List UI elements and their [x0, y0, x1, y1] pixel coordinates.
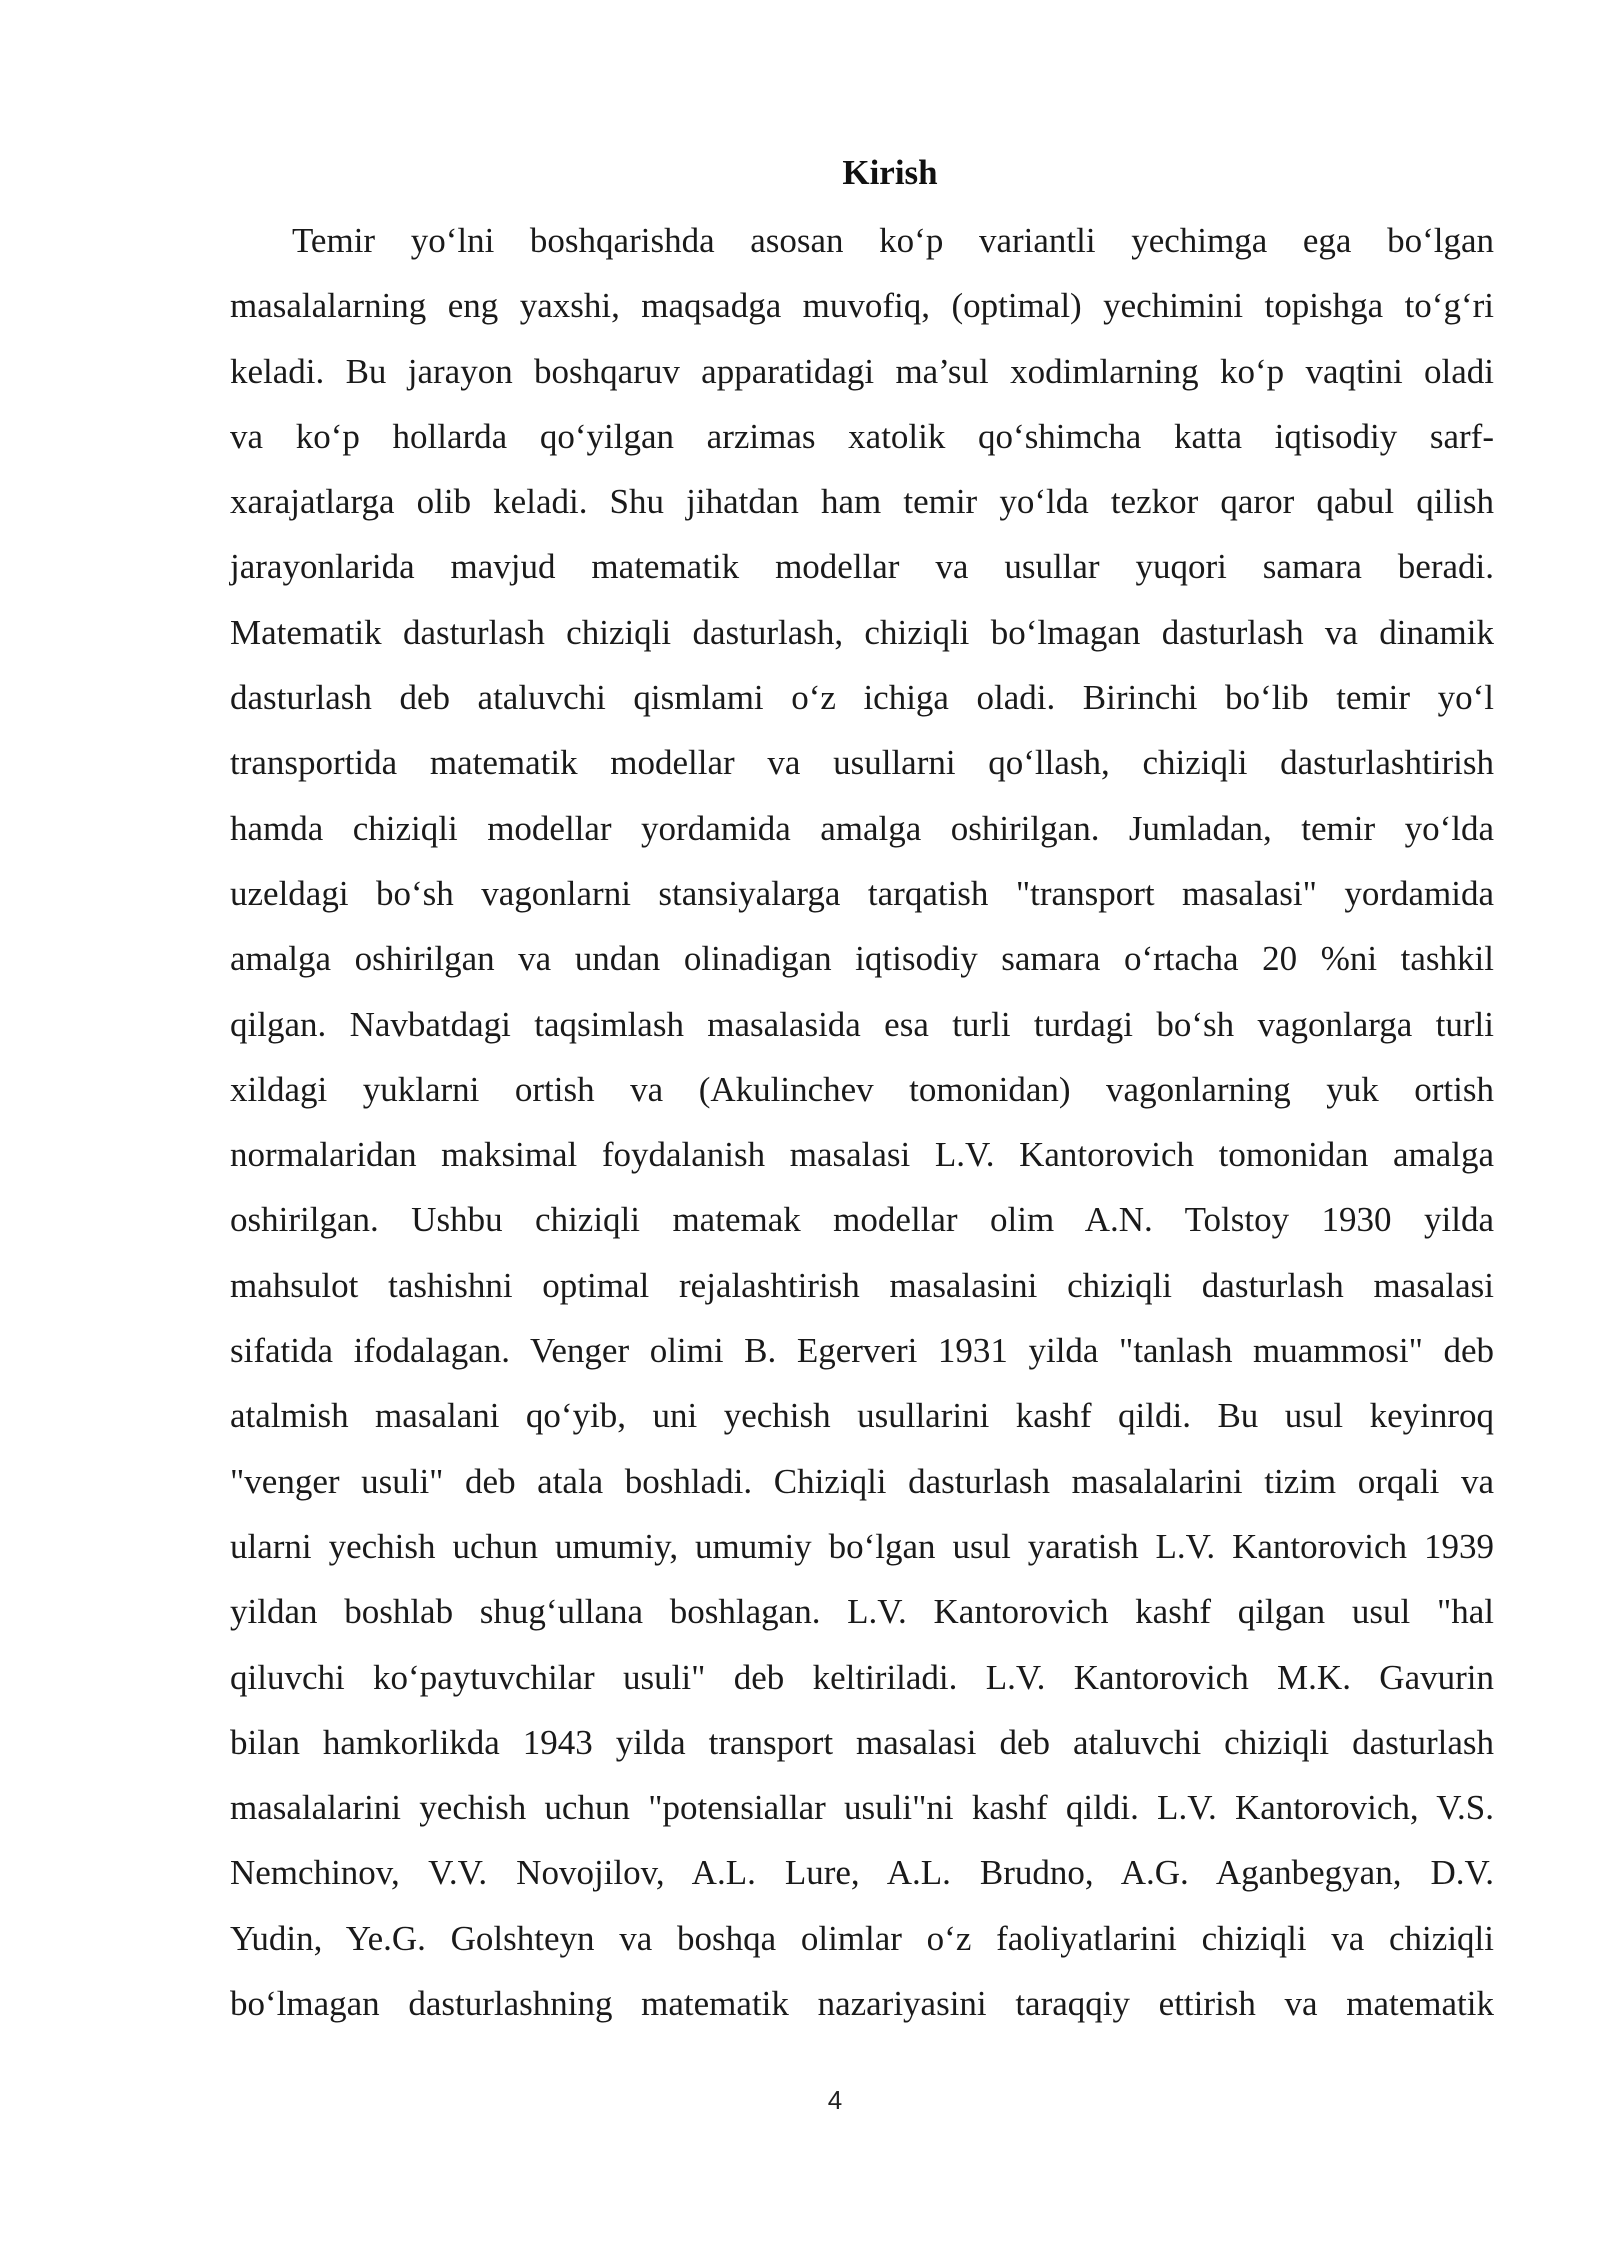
text-line: Matematik dasturlash chiziqli dasturlash, chiziqli bo‘lmagan dasturlash va dinamik: [230, 612, 1494, 652]
section-heading: Kirish: [842, 153, 938, 192]
text-line: mahsulot tashishni optimal rejalashtirish masalasini chiziqli dasturlash masalasi: [230, 1265, 1494, 1305]
text-line: bo‘lmagan dasturlashning matematik nazariyasini taraqqiy ettirish va matematik: [230, 1984, 1494, 2024]
text-line: xildagi yuklarni ortish va (Akulinchev tomonidan) vagonlarning yuk ortish: [230, 1069, 1494, 1109]
body-paragraph: [230, 208, 1494, 2036]
text-line: amalga oshirilgan va undan olinadigan iqtisodiy samara o‘rtacha 20 %ni tashkil: [230, 939, 1494, 979]
text-line: masalalarini yechish uchun "potensiallar usuli"ni kashf qildi. L.V. Kantorovich, V.S.: [230, 1788, 1494, 1828]
text-line: bilan hamkorlikda 1943 yilda transport masalasi deb ataluvchi chiziqli dasturlash: [230, 1722, 1494, 1762]
text-line: Nemchinov, V.V. Novojilov, A.L. Lure, A.L. Brudno, A.G. Aganbegyan, D.V.: [230, 1853, 1494, 1893]
text-line: masalalarning eng yaxshi, maqsadga muvofiq, (optimal) yechimini topishga to‘g‘ri: [230, 286, 1494, 326]
text-line: Temir yo‘lni boshqarishda asosan ko‘p variantli yechimga ega bo‘lgan: [292, 221, 1494, 260]
text-line: dasturlash deb ataluvchi qismlami o‘z ichiga oladi. Birinchi bo‘lib temir yo‘l: [230, 678, 1494, 718]
text-line: jarayonlarida mavjud matematik modellar va usullar yuqori samara beradi.: [230, 547, 1494, 587]
text-line: hamda chiziqli modellar yordamida amalga oshirilgan. Jumladan, temir yo‘lda: [230, 808, 1494, 848]
text-line: Yudin, Ye.G. Golshteyn va boshqa olimlar o‘z faoliyatlarini chiziqli va chiziqli: [230, 1918, 1494, 1958]
text-line: "venger usuli" deb atala boshladi. Chiziqli dasturlash masalalarini tizim orqali va: [230, 1461, 1494, 1501]
text-line: transportida matematik modellar va usullarni qo‘llash, chiziqli dasturlashtirish: [230, 743, 1494, 783]
text-line: keladi. Bu jarayon boshqaruv apparatidagi ma’sul xodimlarning ko‘p vaqtini oladi: [230, 351, 1494, 391]
text-line: va ko‘p hollarda qo‘yilgan arzimas xatolik qo‘shimcha katta iqtisodiy sarf-: [230, 416, 1494, 456]
text-line: sifatida ifodalagan. Venger olimi B. Egerveri 1931 yilda "tanlash muammosi" deb: [230, 1331, 1494, 1371]
text-line: normalaridan maksimal foydalanish masalasi L.V. Kantorovich tomonidan amalga: [230, 1135, 1494, 1175]
text-line: qiluvchi ko‘paytuvchilar usuli" deb keltiriladi. L.V. Kantorovich M.K. Gavurin: [230, 1657, 1494, 1697]
text-line: xarajatlarga olib keladi. Shu jihatdan ham temir yo‘lda tezkor qaror qabul qilish: [230, 482, 1494, 522]
text-line: ularni yechish uchun umumiy, umumiy bo‘lgan usul yaratish L.V. Kantorovich 1939: [230, 1526, 1494, 1566]
text-line: oshirilgan. Ushbu chiziqli matemak modellar olim A.N. Tolstoy 1930 yilda: [230, 1200, 1494, 1240]
text-line: atalmish masalani qo‘yib, uni yechish usullarini kashf qildi. Bu usul keyinroq: [230, 1396, 1494, 1436]
text-line: qilgan. Navbatdagi taqsimlash masalasida esa turli turdagi bo‘sh vagonlarga turli: [230, 1004, 1494, 1044]
text-line: uzeldagi bo‘sh vagonlarni stansiyalarga tarqatish "transport masalasi" yordamida: [230, 873, 1494, 913]
page-number: 4: [827, 2085, 843, 2115]
text-line: yildan boshlab shug‘ullana boshlagan. L.V. Kantorovich kashf qilgan usul "hal: [230, 1592, 1494, 1632]
